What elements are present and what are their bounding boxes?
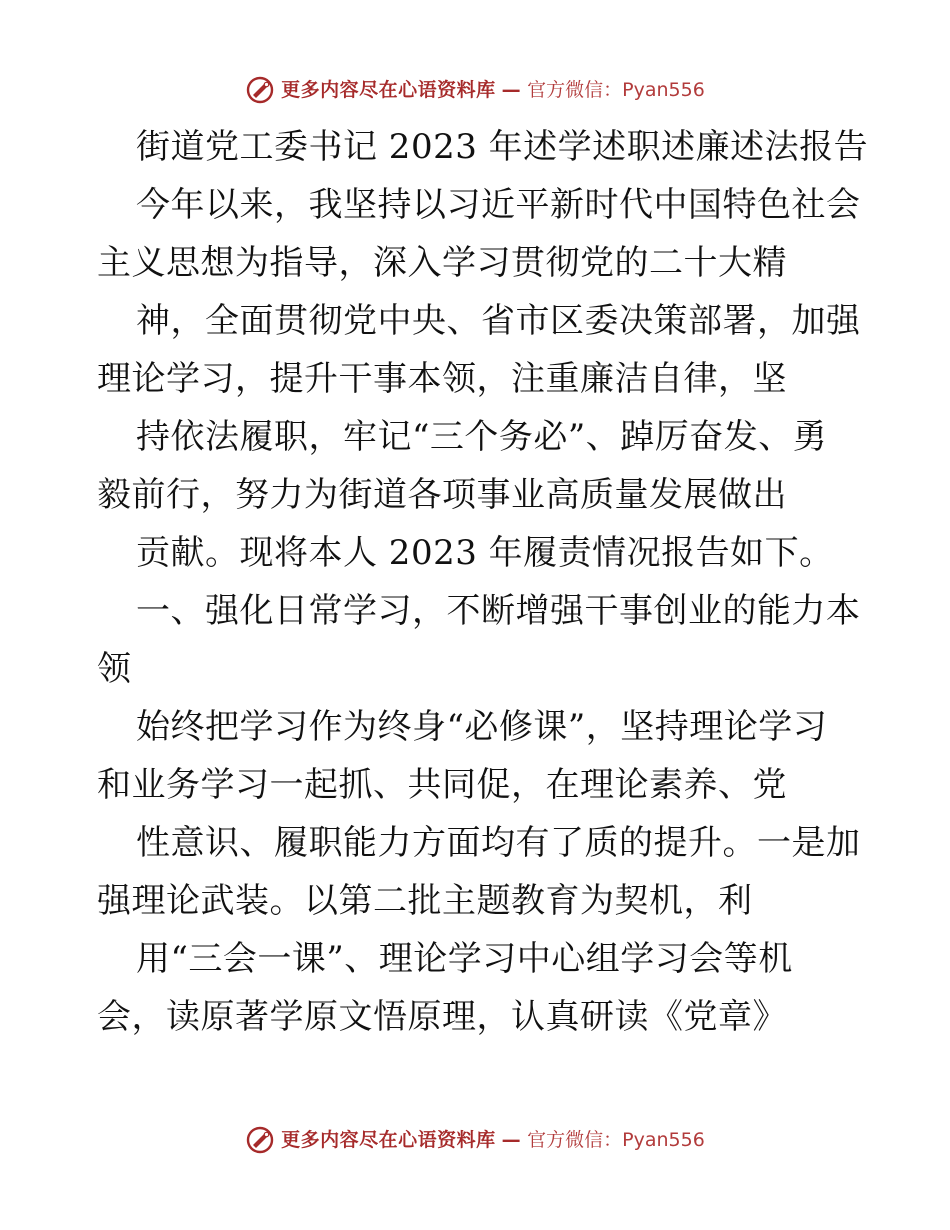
watermark-separator: — [501, 78, 522, 101]
section-heading-continued: 领 [97, 649, 132, 689]
paragraph-line: 神，全面贯彻党中央、省市区委决策部署，加强 [136, 301, 861, 341]
paragraph-line: 始终把学习作为终身“必修课”，坚持理论学习 [136, 707, 828, 747]
paragraph-line: 今年以来，我坚持以习近平新时代中国特色社会 [136, 185, 861, 225]
paragraph-line: 主义思想为指导，深入学习贯彻党的二十大精 [97, 243, 787, 283]
paragraph-line: 强理论武装。以第二批主题教育为契机，利 [97, 881, 753, 921]
paragraph-line: 性意识、履职能力方面均有了质的提升。一是加 [136, 823, 861, 863]
section-heading: 一、强化日常学习，不断增强干事创业的能力本 [136, 591, 861, 631]
document-title: 街道党工委书记 2023 年述学述职述廉述法报告 [136, 127, 869, 167]
watermark-separator: — [501, 1128, 522, 1151]
paragraph-line: 持依法履职，牢记“三个务必”、踔厉奋发、勇 [136, 417, 828, 457]
paragraph-line: 理论学习，提升干事本领，注重廉洁自律，坚 [97, 359, 787, 399]
paragraph-line: 会，读原著学原文悟原理，认真研读《党章》 [97, 997, 787, 1037]
paragraph-line: 毅前行，努力为街道各项事业高质量发展做出 [97, 475, 787, 515]
seal-logo-icon [245, 1125, 275, 1155]
paragraph-line: 贡献。现将本人 2023 年履责情况报告如下。 [136, 533, 834, 573]
paragraph-line: 用“三会一课”、理论学习中心组学习会等机 [136, 939, 793, 979]
paragraph-line: 和业务学习一起抓、共同促，在理论素养、党 [97, 765, 787, 805]
watermark-group [245, 1125, 705, 1155]
watermark-wechat: 官方微信：Pyan556 [527, 1128, 705, 1151]
watermark-text: 更多内容尽在心语资料库 [281, 78, 496, 101]
footer-watermark [0, 1120, 950, 1160]
watermark-text: 更多内容尽在心语资料库 [281, 1128, 496, 1151]
watermark-wechat: 官方微信：Pyan556 [527, 78, 705, 101]
